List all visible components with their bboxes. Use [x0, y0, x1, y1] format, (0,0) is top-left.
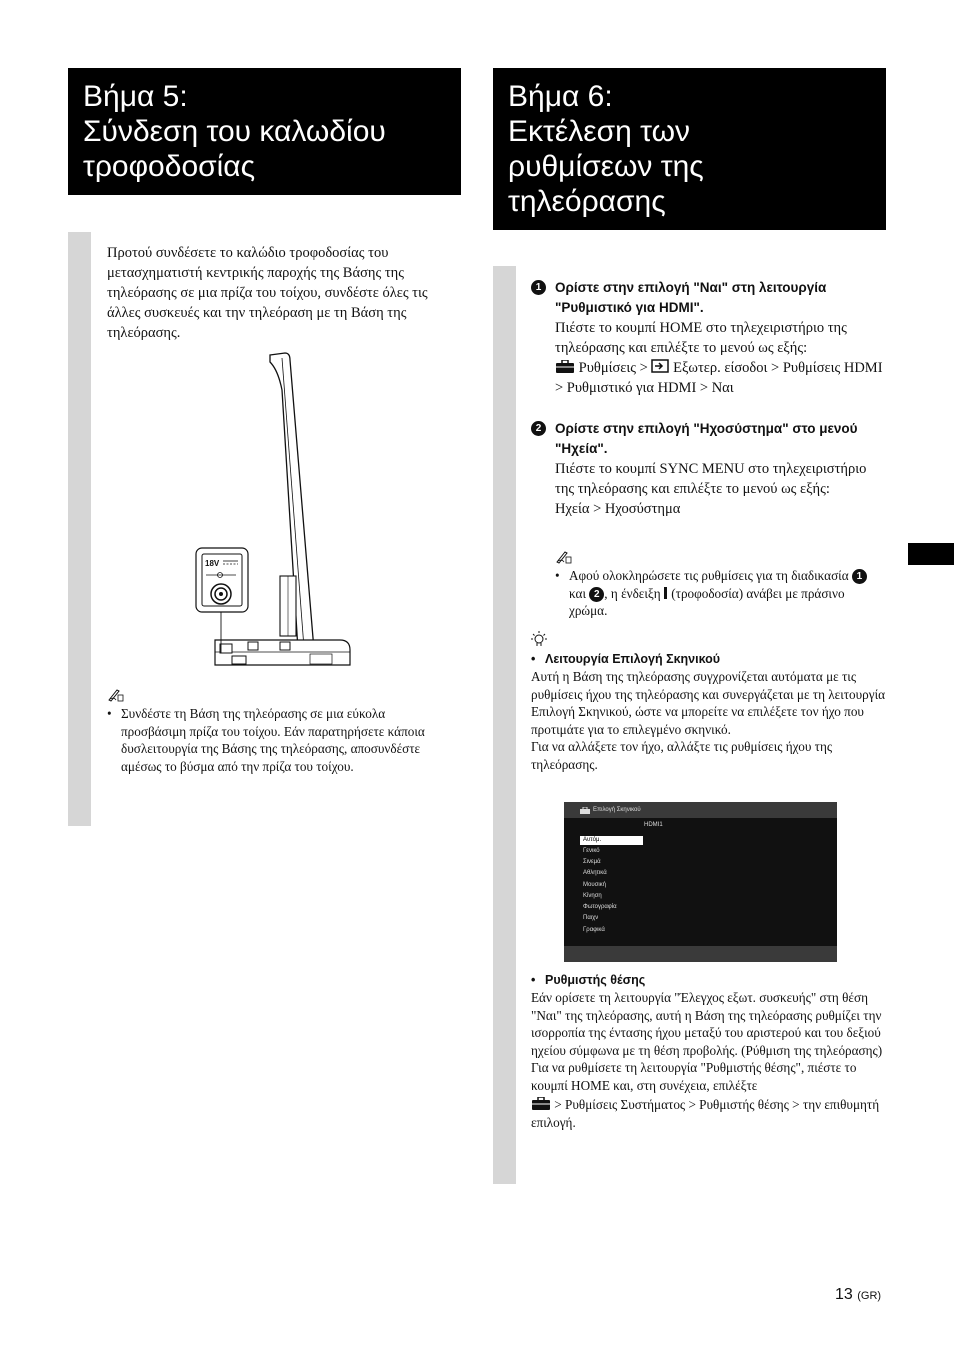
item2-body: Πιέστε το κουμπί SYNC MENU στο τηλεχειριστήριο της τηλεόρασης και επιλέξτε το μενού ως εξής:	[555, 461, 867, 497]
toolbox-icon	[580, 807, 590, 814]
tip1-body2: Για να αλλάξετε τον ήχο, αλλάξτε τις ρυθμίσεις ήχου της τηλεόρασης.	[531, 739, 833, 772]
step6-item2	[531, 419, 888, 519]
menu-source: HDMI1	[644, 822, 663, 828]
step-number-1-icon: 1	[531, 280, 546, 295]
item1-path-a: Ρυθμίσεις >	[578, 360, 648, 376]
step5-note-text: • Συνδέστε τη Βάση της τηλεόρασης σε μια εύκολα προσβάσιμη πρίζα του τοίχου. Εάν παρατηρήσετε κάποια δυσλειτουργία της Βάσης της τηλεόρασης, αποσυνδέστε αμέσως το βύσμα από την πρίζα του τοίχου.	[107, 705, 452, 775]
tip-lightbulb-icon	[531, 630, 547, 648]
step5-sidebar	[68, 232, 91, 826]
step-number-1-icon: 1	[852, 569, 867, 584]
menu-item: Παιχν	[583, 915, 599, 921]
step-number-2-icon: 2	[589, 587, 604, 602]
menu-item: Αθλητικά	[583, 870, 607, 876]
tv-stand-illustration	[190, 350, 360, 675]
step6-header	[493, 68, 886, 230]
note-pencil-icon	[555, 550, 573, 564]
menu-item: Γραφικά	[583, 927, 605, 933]
step6-sidebar	[493, 266, 516, 1184]
step5-title-line1: Βήμα 5:	[83, 80, 188, 113]
item2-heading: Ορίστε στην επιλογή "Ηχοσύστημα" στο μενού "Ηχεία".	[555, 421, 858, 456]
tip1-heading: • Λειτουργία Επιλογή Σκηνικού	[531, 650, 888, 668]
input-source-icon	[651, 359, 669, 373]
item1-path-b: Εξωτερ. είσοδοι > Ρυθμίσεις HDMI > Ρυθμιστικό για HDMI > Ναι	[555, 360, 883, 396]
toolbox-icon	[531, 1097, 551, 1110]
power-indicator-icon	[664, 587, 668, 599]
section-tab	[908, 543, 954, 565]
step6-item1	[531, 278, 888, 398]
step5-intro: Προτού συνδέσετε το καλώδιο τροφοδοσίας του μετασχηματιστή κεντρικής παροχής της Βάσης της τηλεόρασης σε μια πρίζα του τοίχου, συνδέστε όλες τις άλλες συσκευές και την τηλεόραση με τη Βάση της τηλεόρασης.	[107, 245, 428, 341]
menu-item: Σινεμά	[583, 859, 601, 865]
menu-item: Γενικό	[583, 848, 600, 854]
tip2-body: Εάν ορίσετε τη λειτουργία "Έλεγχος εξωτ. συσκευής" στη θέση "Ναι" της τηλεόρασης, αυτή η Βάση της τηλεόρασης ρυθμίζει την ισορροπία της έντασης ήχου μεταξύ του αριστερού και του δεξιού ηχείου σύμφωνα με τη θέση προβολής. (Ρύθμιση της τηλεόρασης)	[531, 990, 883, 1058]
tip2-heading: • Ρυθμιστής θέσης	[531, 971, 888, 989]
page-number-value: 13	[835, 1286, 853, 1303]
page-number	[835, 1286, 881, 1304]
step6-note: • Αφού ολοκληρώσετε τις ρυθμίσεις για τη διαδικασία 1 και 2 , η ένδειξη (τροφοδοσία) ανάβει με πράσινο χρώμα.	[555, 567, 885, 620]
item1-body: Πιέστε το κουμπί HOME στο τηλεχειριστήριο της τηλεόρασης και επιλέξτε το μενού ως εξής:	[555, 320, 847, 356]
toolbox-icon	[555, 360, 575, 373]
tip1-body: Αυτή η Βάση της τηλεόρασης συγχρονίζεται αυτόματα με τις ρυθμίσεις ήχου της τηλεόρασης και συνεργάζεται με τη λειτουργία Επιλογή Σκηνικού, ώστε να μπορείτε να επιλέξετε τον ήχο που προτιμάτε για το επιλεγμένο σκηνικό.	[531, 669, 886, 737]
step5-title-line3: τροφοδοσίας	[83, 150, 256, 183]
page-lang: (GR)	[857, 1290, 882, 1302]
step6-title-line2: Εκτέλεση των	[508, 115, 690, 148]
step5-note	[107, 705, 452, 775]
item1-heading: Ορίστε στην επιλογή "Ναι" στη λειτουργία "Ρυθμιστικό για HDMI".	[555, 280, 827, 315]
step-number-2-icon: 2	[531, 421, 546, 436]
menu-item: Μουσική	[583, 882, 606, 888]
menu-item: Φωτογραφία	[583, 904, 617, 910]
jack-voltage-label: 18V	[205, 559, 220, 568]
menu-item: Κίνηση	[583, 893, 602, 899]
menu-title: Επιλογή Σκηνικού	[593, 807, 641, 813]
note-pencil-icon	[107, 688, 125, 702]
tip2-path: > Ρυθμίσεις Συστήματος > Ρυθμιστής θέσης > την επιθυμητή επιλογή.	[531, 1097, 880, 1130]
step6-title-line1: Βήμα 6:	[508, 80, 613, 113]
scene-select-menu-screenshot	[564, 802, 837, 962]
tip2	[531, 971, 888, 1131]
step6-title-line4: τηλεόρασης	[508, 185, 666, 218]
step6-title-line3: ρυθμίσεων της	[508, 150, 704, 183]
step5-header	[68, 68, 461, 195]
item2-path: Ηχεία > Ηχοσύστημα	[555, 501, 681, 517]
menu-item-selected: Αυτόμ.	[580, 836, 643, 845]
tip1	[531, 650, 888, 773]
step5-title-line2: Σύνδεση του καλωδίου	[83, 115, 386, 148]
tip2-body2: Για να ρυθμίσετε τη λειτουργία "Ρυθμιστής θέσης", πιέστε το κουμπί HOME και, στη συνέχεια, επιλέξτε	[531, 1060, 857, 1093]
